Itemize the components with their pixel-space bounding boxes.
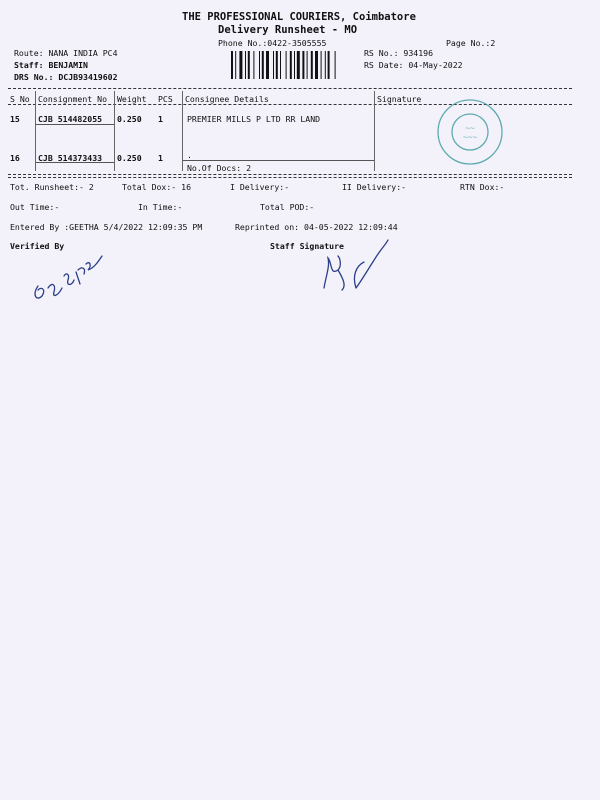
header-sno: S No — [10, 94, 30, 104]
total-pod: Total POD:- — [260, 202, 315, 212]
staff-signature-label: Staff Signature — [270, 241, 344, 251]
header-signature: Signature — [377, 94, 422, 104]
table-row-pcs: 1 — [158, 153, 163, 163]
barcode-bar — [335, 51, 336, 79]
table-row-sno: 15 — [10, 114, 20, 124]
row-underline — [36, 162, 114, 163]
entered-by: Entered By :GEETHA 5/4/2022 12:09:35 PM — [10, 222, 203, 232]
barcode-bar — [235, 51, 236, 79]
table-row-consignee: PREMIER MILLS P LTD RR LAND — [187, 114, 321, 124]
barcode-bar — [297, 51, 300, 79]
barcode-bar — [259, 51, 260, 79]
page-number: Page No.:2 — [446, 38, 496, 48]
out-time: Out Time:- — [10, 202, 60, 212]
header-consignment: Consignment No — [38, 94, 108, 104]
phone-number: Phone No.:0422-3505555 — [218, 38, 327, 48]
column-divider — [35, 91, 36, 171]
column-divider — [114, 91, 115, 171]
barcode-bar — [276, 51, 278, 79]
table-row-consignment: CJB 514373433 — [38, 153, 103, 163]
barcode-bar — [315, 51, 318, 79]
barcode-bar — [294, 51, 295, 79]
barcode-bar — [231, 51, 233, 79]
rtn-dox: RTN Dox:- — [460, 182, 505, 192]
company-name: THE PROFESSIONAL COURIERS, Coimbatore — [182, 11, 416, 23]
rs-date: RS Date: 04-May-2022 — [364, 60, 463, 70]
barcode-bar — [307, 51, 308, 79]
barcode-bar — [273, 51, 274, 79]
barcode-bar — [286, 51, 287, 79]
ii-delivery: II Delivery:- — [342, 182, 407, 192]
company-stamp — [426, 96, 518, 170]
row-underline — [36, 124, 114, 125]
column-divider — [182, 91, 183, 171]
table-row-weight: 0.250 — [117, 114, 142, 124]
no-of-docs: No.Of Docs: 2 — [187, 163, 252, 173]
table-bottom-rule-2 — [8, 177, 572, 178]
barcode-bar — [311, 51, 313, 79]
barcode-bar — [253, 51, 254, 79]
barcode-bar — [280, 51, 281, 79]
barcode-bar — [266, 51, 269, 79]
table-row-pcs: 1 — [158, 114, 163, 124]
barcode-bar — [248, 51, 250, 79]
header-weight: Weight — [117, 94, 147, 104]
header-pcs: PCS — [158, 94, 173, 104]
svg-text:~~~: ~~~ — [462, 133, 478, 142]
total-dox: Total Dox:- 16 — [122, 182, 192, 192]
barcode-bar — [328, 51, 330, 79]
svg-text:~~: ~~ — [465, 124, 475, 133]
staff-label: Staff: BENJAMIN — [14, 60, 88, 70]
in-time: In Time:- — [138, 202, 183, 212]
sheet-title: Delivery Runsheet - MO — [218, 24, 358, 36]
barcode-bar — [325, 51, 326, 79]
table-row-sno: 16 — [10, 153, 20, 163]
route-label: Route: NANA INDIA PC4 — [14, 48, 118, 58]
barcode — [231, 51, 361, 79]
table-bottom-rule — [8, 174, 572, 175]
table-row-weight: 0.250 — [117, 153, 142, 163]
barcode-bar — [239, 51, 242, 79]
staff-signature — [316, 236, 396, 296]
verified-by-label: Verified By — [10, 241, 65, 251]
barcode-bar — [245, 51, 246, 79]
reprinted-on: Reprinted on: 04-05-2022 12:09:44 — [235, 222, 398, 232]
row-underline — [183, 160, 374, 161]
table-row-consignee: . — [187, 150, 192, 160]
tot-runsheet: Tot. Runsheet:- 2 — [10, 182, 94, 192]
drs-number: DRS No.: DCJB93419602 — [14, 72, 118, 82]
barcode-bar — [302, 51, 304, 79]
table-row-consignment: CJB 514482055 — [38, 114, 103, 124]
barcode-bar — [290, 51, 292, 79]
barcode-bar — [262, 51, 264, 79]
header-consignee: Consignee Details — [185, 94, 269, 104]
column-divider — [374, 91, 375, 171]
verified-signature — [28, 246, 118, 306]
rs-number: RS No.: 934196 — [364, 48, 434, 58]
i-delivery: I Delivery:- — [230, 182, 290, 192]
barcode-bar — [321, 51, 322, 79]
table-top-rule — [8, 88, 572, 89]
